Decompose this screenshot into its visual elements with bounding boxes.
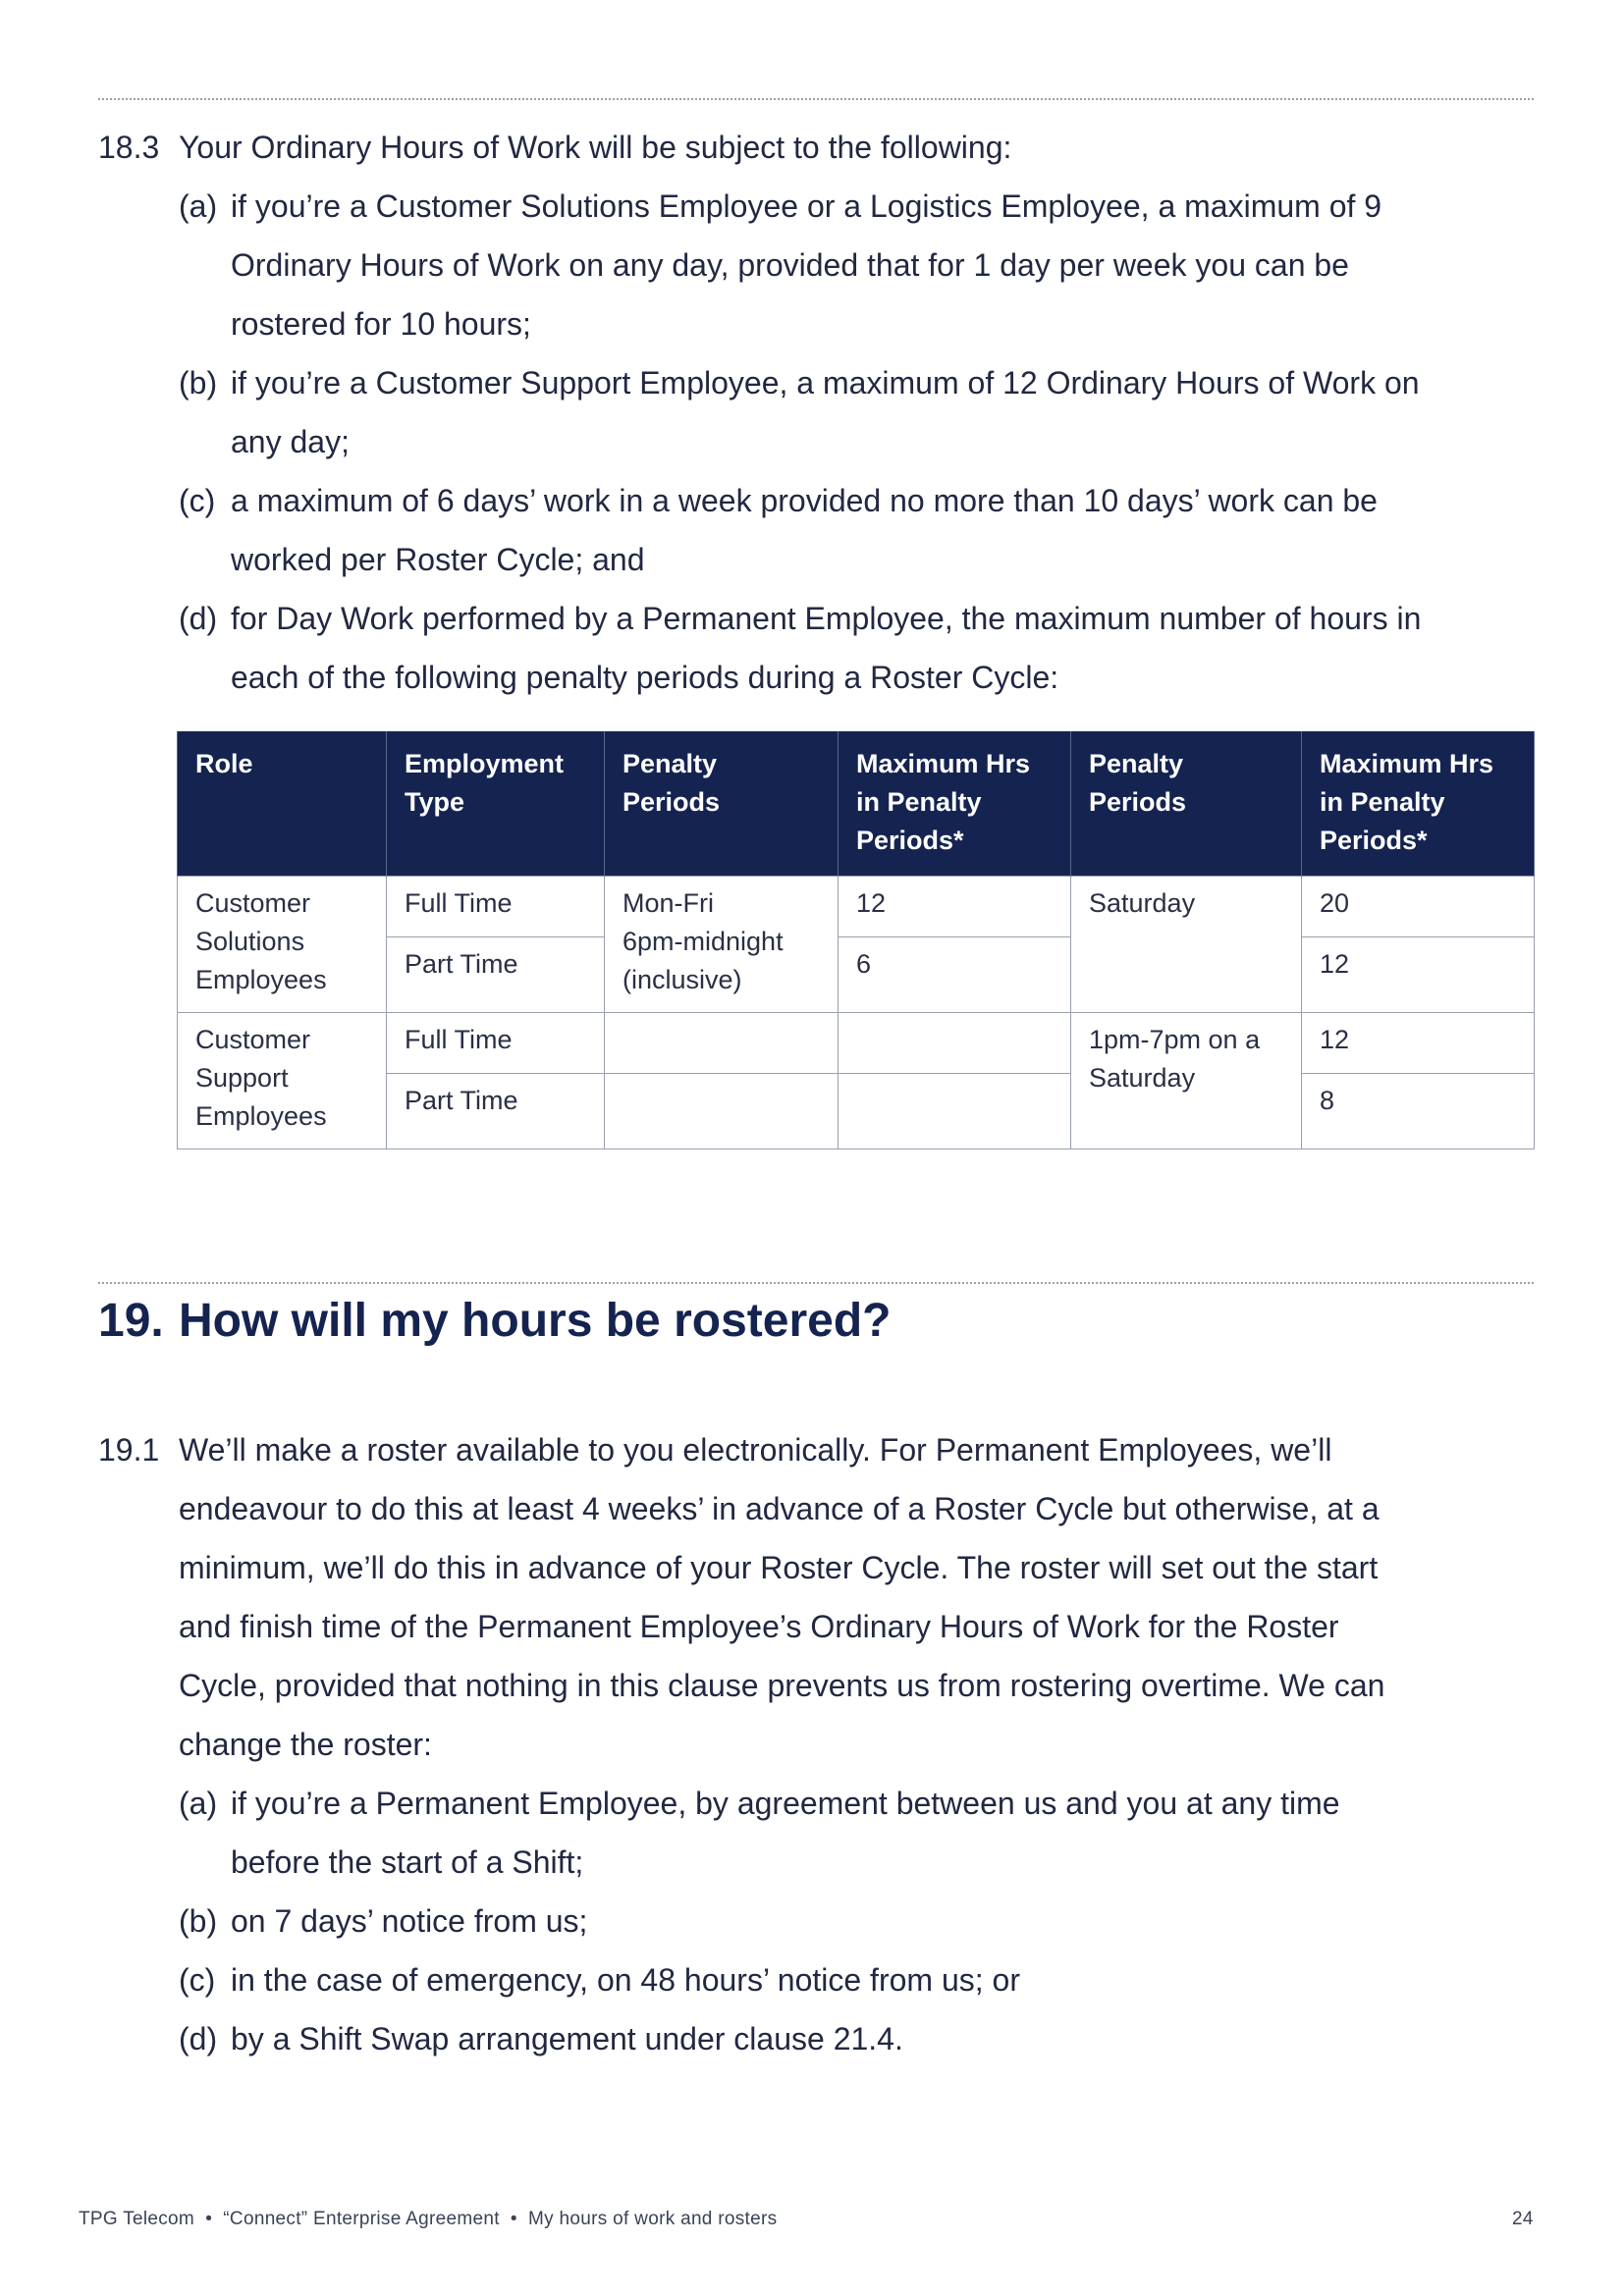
item-label: (d) bbox=[179, 2021, 218, 2056]
item-line: any day; bbox=[231, 424, 350, 459]
item-label: (c) bbox=[179, 1962, 216, 1998]
saturday-period-cell: 1pm-7pm on a Saturday bbox=[1071, 1013, 1302, 1149]
clause-19-1 bbox=[0, 1420, 1624, 2068]
item-line: Ordinary Hours of Work on any day, provided that for 1 day per week you can be bbox=[231, 247, 1349, 283]
header-penalty-periods: Penalty Periods bbox=[1071, 731, 1302, 877]
item-label: (b) bbox=[179, 365, 218, 400]
employment-type-cell: Full Time bbox=[387, 1013, 605, 1074]
item-line: if you’re a Customer Solutions Employee or a Logistics Employee, a maximum of 9 bbox=[231, 188, 1382, 224]
role-cell: Customer Support Employees bbox=[178, 1013, 387, 1149]
item-label: (d) bbox=[179, 601, 218, 636]
item-line: rostered for 10 hours; bbox=[231, 306, 531, 342]
clause-intro: Your Ordinary Hours of Work will be subject to the following: bbox=[179, 130, 1012, 165]
saturday-max-cell: 20 bbox=[1302, 877, 1535, 937]
employment-type-cell: Full Time bbox=[387, 877, 605, 937]
item-line: worked per Roster Cycle; and bbox=[231, 542, 645, 577]
item-label: (a) bbox=[179, 1786, 218, 1821]
weekday-period-cell bbox=[605, 1074, 839, 1149]
clause-line: minimum, we’ll do this in advance of your Roster Cycle. The roster will set out the start bbox=[179, 1550, 1379, 1585]
footer-text: TPG Telecom • “Connect” Enterprise Agreement • My hours of work and rosters bbox=[79, 2209, 778, 2229]
item-line: on 7 days’ notice from us; bbox=[231, 1903, 588, 1939]
item-line: in the case of emergency, on 48 hours’ notice from us; or bbox=[231, 1962, 1020, 1998]
item-line: if you’re a Customer Support Employee, a maximum of 12 Ordinary Hours of Work on bbox=[231, 365, 1420, 400]
saturday-max-cell: 12 bbox=[1302, 937, 1535, 1013]
item-label: (b) bbox=[179, 1903, 218, 1939]
section-title: How will my hours be rostered? bbox=[179, 1295, 892, 1347]
clause-line: and finish time of the Permanent Employee’s Ordinary Hours of Work for the Roster bbox=[179, 1609, 1339, 1644]
top-divider bbox=[98, 98, 1534, 100]
weekday-period-cell bbox=[605, 1013, 839, 1074]
header-penalty-periods: Penalty Periods bbox=[605, 731, 839, 877]
item-line: by a Shift Swap arrangement under clause 21.4. bbox=[231, 2021, 903, 2056]
clause-18-3 bbox=[0, 118, 1624, 707]
page-number: 24 bbox=[1512, 2209, 1534, 2229]
header-max-hrs: Maximum Hrs in Penalty Periods* bbox=[839, 731, 1071, 877]
employment-type-cell: Part Time bbox=[387, 1074, 605, 1149]
item-line: a maximum of 6 days’ work in a week provided no more than 10 days’ work can be bbox=[231, 483, 1378, 518]
clause-line: We’ll make a roster available to you electronically. For Permanent Employees, we’ll bbox=[179, 1432, 1332, 1468]
table-row bbox=[178, 1013, 1535, 1074]
item-line: each of the following penalty periods during a Roster Cycle: bbox=[231, 660, 1059, 695]
weekday-max-cell bbox=[839, 1013, 1071, 1074]
table-row bbox=[178, 877, 1535, 937]
clause-line: Cycle, provided that nothing in this clause prevents us from rostering overtime. We can bbox=[179, 1668, 1385, 1703]
item-label: (c) bbox=[179, 483, 216, 518]
header-max-hrs: Maximum Hrs in Penalty Periods* bbox=[1302, 731, 1535, 877]
weekday-max-cell: 12 bbox=[839, 877, 1071, 937]
saturday-period-cell: Saturday bbox=[1071, 877, 1302, 1013]
employment-type-cell: Part Time bbox=[387, 937, 605, 1013]
header-employment-type: Employment Type bbox=[387, 731, 605, 877]
clause-number: 19.1 bbox=[98, 1432, 160, 1468]
item-line: before the start of a Shift; bbox=[231, 1844, 584, 1880]
clause-line: change the roster: bbox=[179, 1727, 432, 1762]
section-number: 19. bbox=[98, 1295, 164, 1347]
clause-number: 18.3 bbox=[98, 130, 160, 165]
item-label: (a) bbox=[179, 188, 218, 224]
saturday-max-cell: 8 bbox=[1302, 1074, 1535, 1149]
clause-line: endeavour to do this at least 4 weeks’ in advance of a Roster Cycle but otherwise, at a bbox=[179, 1491, 1380, 1526]
penalty-periods-table bbox=[177, 731, 1535, 1149]
weekday-period-cell: Mon-Fri 6pm-midnight (inclusive) bbox=[605, 877, 839, 1013]
saturday-max-cell: 12 bbox=[1302, 1013, 1535, 1074]
weekday-max-cell: 6 bbox=[839, 937, 1071, 1013]
table-header-row bbox=[178, 731, 1535, 877]
section-divider bbox=[98, 1282, 1534, 1284]
weekday-max-cell bbox=[839, 1074, 1071, 1149]
header-role: Role bbox=[178, 731, 387, 877]
role-cell: Customer Solutions Employees bbox=[178, 877, 387, 1013]
item-line: for Day Work performed by a Permanent Employee, the maximum number of hours in bbox=[231, 601, 1422, 636]
item-line: if you’re a Permanent Employee, by agreement between us and you at any time bbox=[231, 1786, 1340, 1821]
